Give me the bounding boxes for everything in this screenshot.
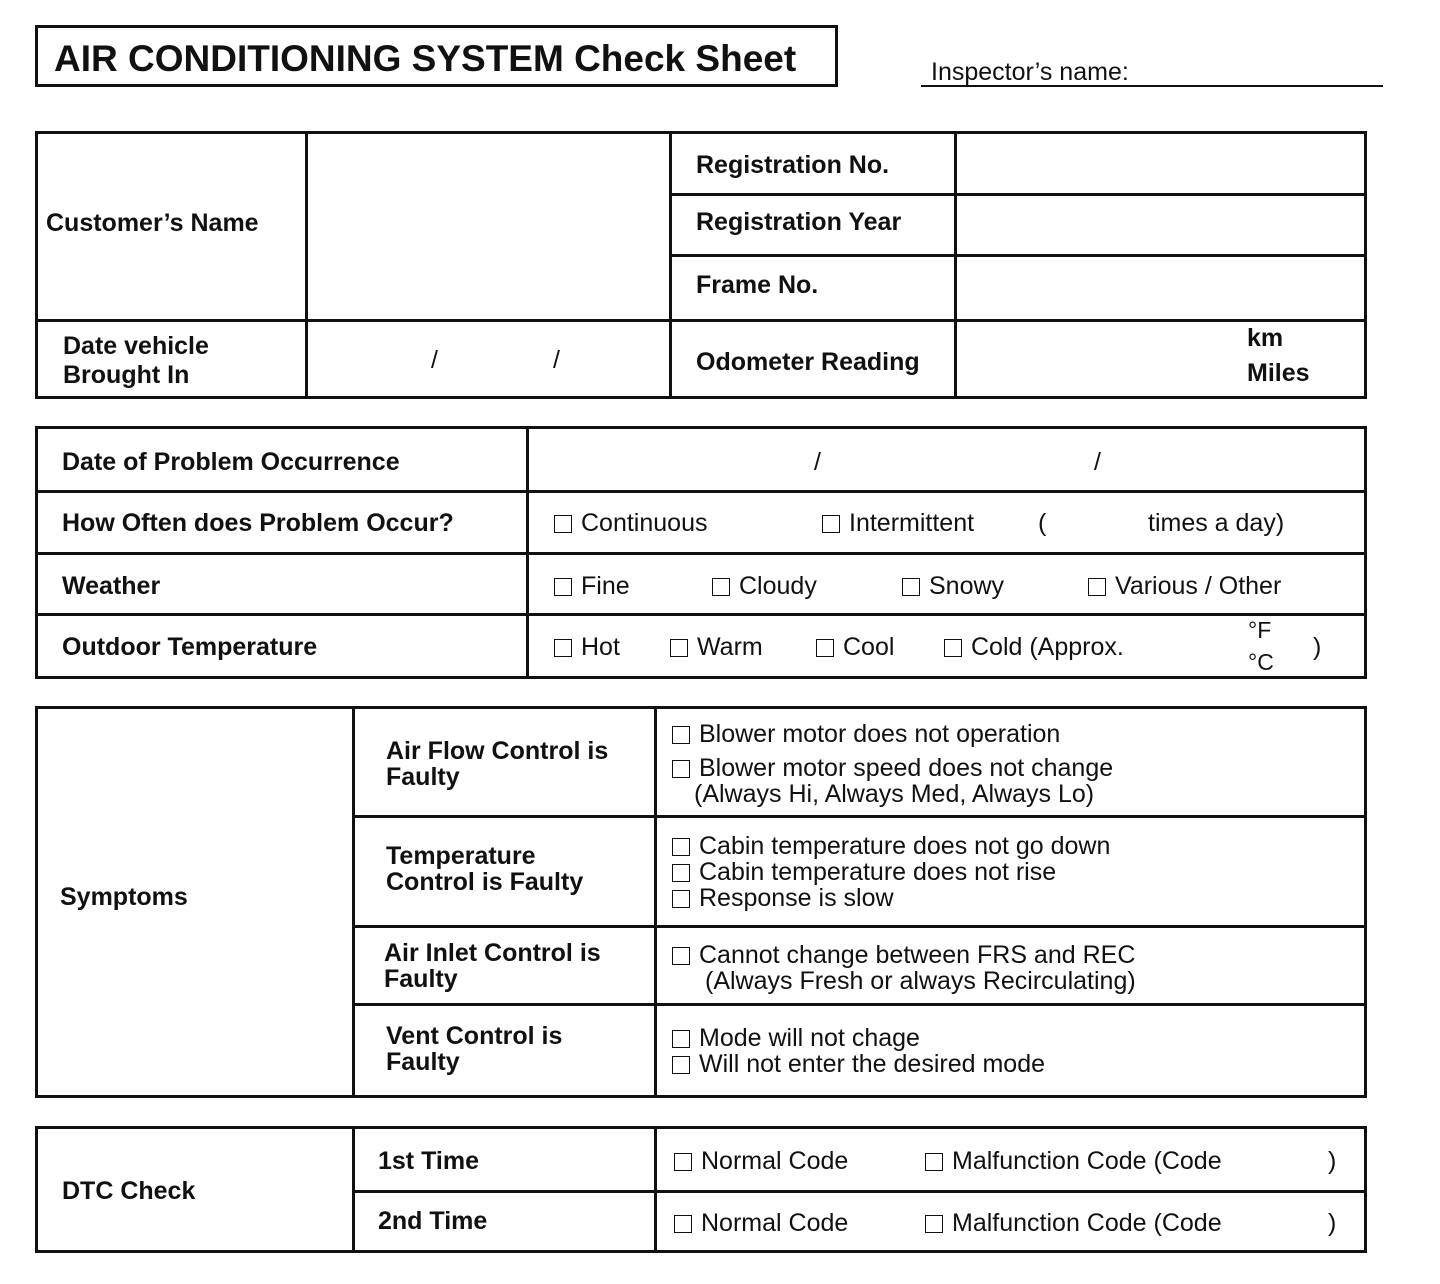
weather-label: Weather (62, 572, 161, 600)
temp-cold-option[interactable]: Cold (Approx. (944, 634, 1124, 662)
temperature-control-title: Temperature Control is Faulty (386, 842, 584, 896)
customer-name-label: Customer’s Name (46, 209, 259, 237)
how-often-label: How Often does Problem Occur? (62, 509, 454, 537)
checkbox[interactable] (554, 515, 572, 533)
symptom-item[interactable]: Will not enter the desired mode (672, 1051, 1045, 1079)
symptom-item[interactable]: Cabin temperature does not rise (672, 859, 1056, 887)
symptom-item[interactable]: Cabin temperature does not go down (672, 833, 1110, 861)
temp-cool-option[interactable]: Cool (816, 634, 894, 662)
checkbox[interactable] (672, 1056, 690, 1074)
intermittent-option[interactable]: Intermittent (822, 510, 974, 538)
frame-no-label: Frame No. (696, 271, 819, 299)
registration-year-label: Registration Year (696, 208, 902, 236)
vehicle-info-table (35, 131, 1367, 399)
unit-celsius: °C (1248, 649, 1274, 675)
registration-year-input[interactable] (957, 196, 1364, 254)
weather-other-option[interactable]: Various / Other (1088, 573, 1281, 601)
symptom-item[interactable]: Cannot change between FRS and REC (672, 942, 1135, 970)
vent-control-title: Vent Control is Faulty (386, 1022, 563, 1076)
checkbox[interactable] (672, 1030, 690, 1048)
checkbox[interactable] (672, 838, 690, 856)
dtc-check-table (35, 1126, 1367, 1253)
date-brought-label-line1: Date vehicle (63, 332, 209, 360)
close-paren: ) (1328, 1147, 1337, 1175)
page-title: AIR CONDITIONING SYSTEM Check Sheet (54, 38, 797, 79)
times-a-day-label: times a day) (1148, 509, 1285, 537)
date-separator: / (553, 346, 560, 374)
unit-fahrenheit: °F (1248, 617, 1272, 643)
air-flow-title: Air Flow Control is Faulty (386, 737, 609, 791)
weather-cloudy-option[interactable]: Cloudy (712, 573, 817, 601)
weather-snowy-option[interactable]: Snowy (902, 573, 1004, 601)
date-brought-label-line2: Brought In (63, 361, 190, 389)
temperature-label: Outdoor Temperature (62, 633, 318, 661)
air-inlet-title: Air Inlet Control is Faulty (384, 939, 601, 993)
date-separator: / (814, 448, 821, 476)
date-brought-input[interactable] (308, 322, 669, 396)
symptom-item[interactable]: Response is slow (672, 885, 894, 913)
dtc-check-label: DTC Check (62, 1177, 196, 1205)
checkbox[interactable] (674, 1215, 692, 1233)
checkbox[interactable] (944, 639, 962, 657)
checkbox[interactable] (822, 515, 840, 533)
checkbox[interactable] (672, 947, 690, 965)
dtc-normal-option[interactable]: Normal Code (674, 1210, 848, 1238)
symptoms-label: Symptoms (60, 883, 188, 911)
symptom-item[interactable]: Blower motor speed does not change (672, 755, 1113, 783)
symptoms-table (35, 706, 1367, 1098)
frame-no-input[interactable] (957, 257, 1364, 319)
checkbox[interactable] (672, 864, 690, 882)
dtc-normal-option[interactable]: Normal Code (674, 1148, 848, 1176)
odometer-input[interactable] (957, 322, 1364, 396)
close-paren: ) (1328, 1209, 1337, 1237)
odometer-label: Odometer Reading (696, 348, 920, 376)
date-separator: / (1094, 448, 1101, 476)
occurrence-table (35, 426, 1367, 679)
open-paren: ( (1038, 509, 1047, 537)
checkbox[interactable] (674, 1153, 692, 1171)
registration-no-input[interactable] (957, 134, 1364, 193)
symptom-note: (Always Hi, Always Med, Always Lo) (694, 780, 1095, 808)
customer-name-input[interactable] (308, 134, 669, 319)
dtc-second-time-label: 2nd Time (378, 1207, 488, 1235)
checkbox[interactable] (672, 890, 690, 908)
date-occurrence-label: Date of Problem Occurrence (62, 448, 400, 476)
checkbox[interactable] (902, 578, 920, 596)
symptom-note: (Always Fresh or always Recirculating) (705, 967, 1136, 995)
inspector-name-field[interactable] (921, 56, 1383, 87)
close-paren: ) (1313, 633, 1322, 661)
unit-miles: Miles (1247, 359, 1310, 387)
temp-warm-option[interactable]: Warm (670, 634, 763, 662)
checkbox[interactable] (925, 1153, 943, 1171)
temp-hot-option[interactable]: Hot (554, 634, 620, 662)
dtc-malfunction-option[interactable]: Malfunction Code (Code (925, 1148, 1222, 1176)
checkbox[interactable] (672, 726, 690, 744)
date-occurrence-input[interactable] (529, 429, 1364, 490)
checkbox[interactable] (816, 639, 834, 657)
inspector-name-label: Inspector’s name: (931, 58, 1129, 86)
date-separator: / (431, 346, 438, 374)
checkbox[interactable] (554, 639, 572, 657)
symptom-item[interactable]: Blower motor does not operation (672, 721, 1060, 749)
checkbox[interactable] (925, 1215, 943, 1233)
checkbox[interactable] (712, 578, 730, 596)
unit-km: km (1247, 324, 1284, 352)
checkbox[interactable] (1088, 578, 1106, 596)
weather-fine-option[interactable]: Fine (554, 573, 630, 601)
continuous-option[interactable]: Continuous (554, 510, 707, 538)
title-box (35, 25, 838, 87)
checkbox[interactable] (554, 578, 572, 596)
registration-no-label: Registration No. (696, 151, 890, 179)
dtc-first-time-label: 1st Time (378, 1147, 479, 1175)
dtc-malfunction-option[interactable]: Malfunction Code (Code (925, 1210, 1222, 1238)
symptom-item[interactable]: Mode will not chage (672, 1025, 920, 1053)
checkbox[interactable] (670, 639, 688, 657)
checkbox[interactable] (672, 760, 690, 778)
